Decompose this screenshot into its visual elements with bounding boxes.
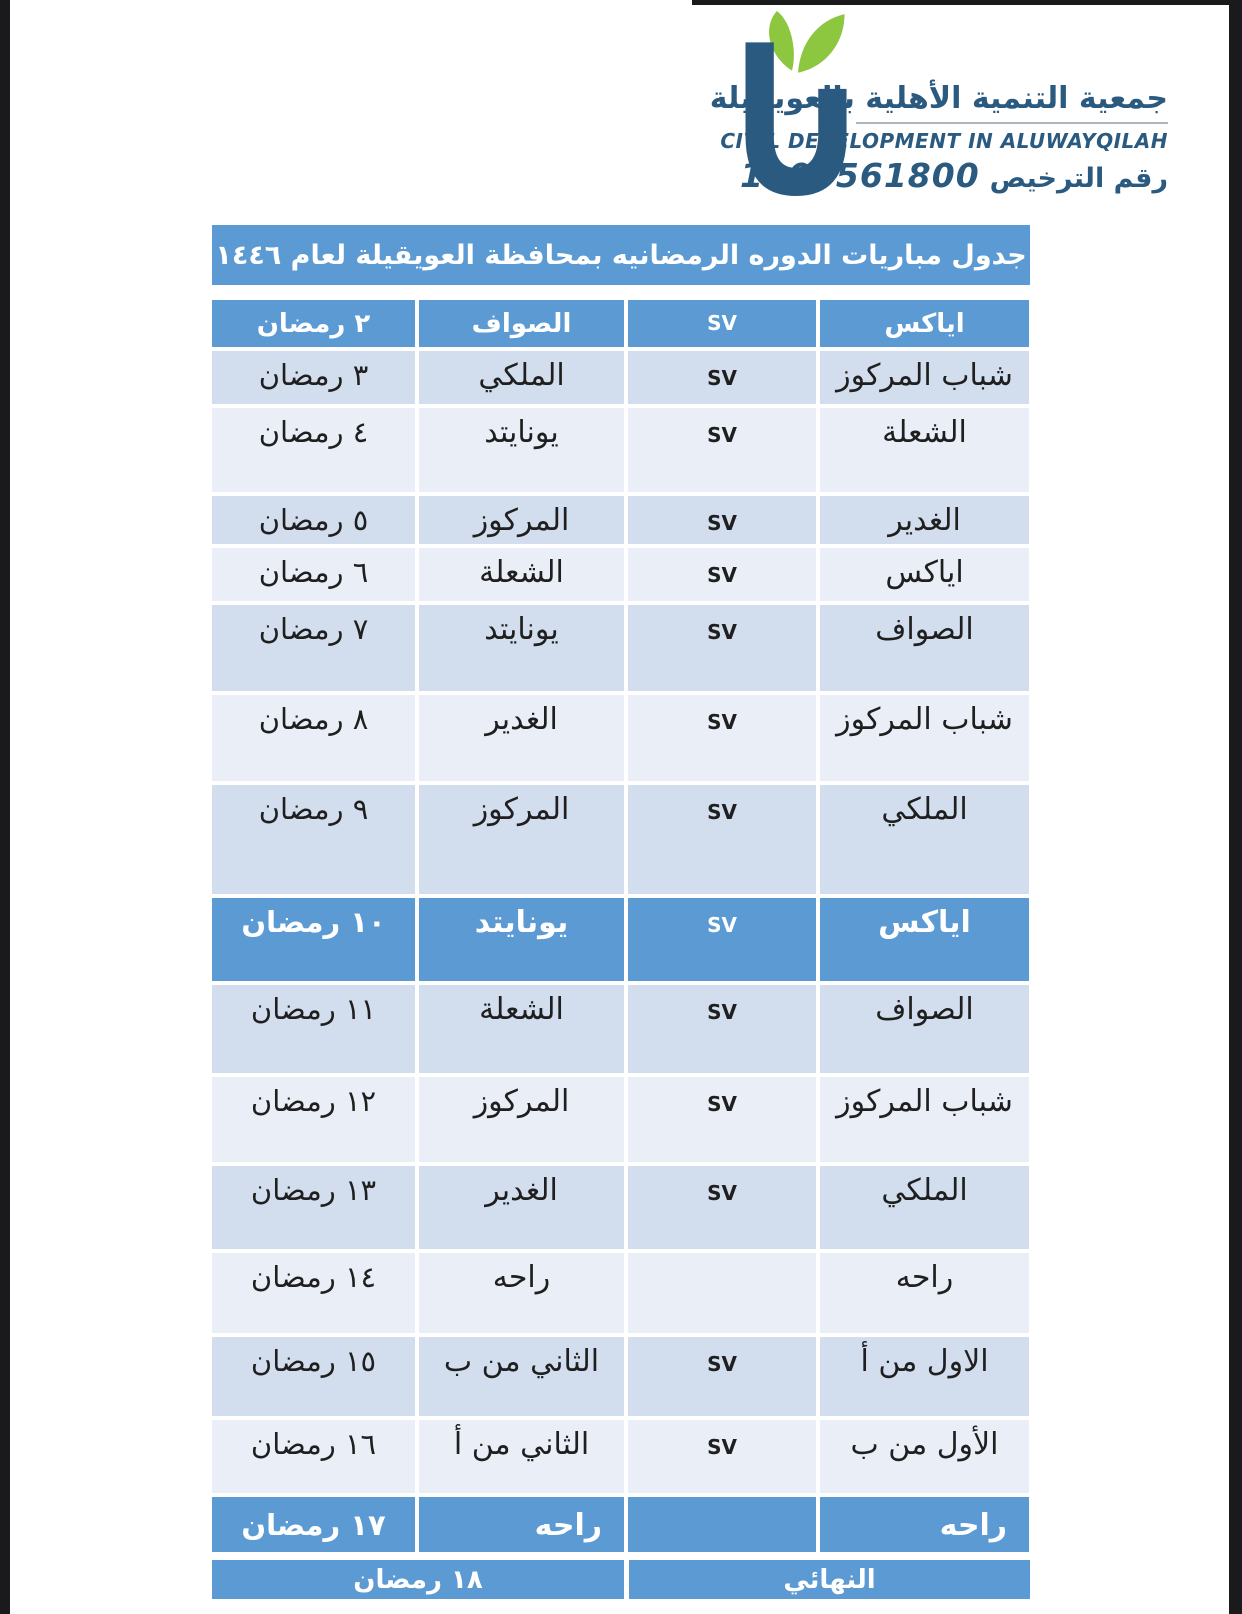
final-row [212, 1560, 1030, 1599]
team-a-cell: الصواف [820, 985, 1029, 1073]
team-a-cell: الملكي [820, 1166, 1029, 1249]
match-date-cell: ١٥ رمضان [212, 1337, 415, 1416]
vs-cell: SV [628, 548, 816, 601]
team-b-cell: الصواف [419, 300, 624, 347]
table-rows [212, 300, 1030, 1552]
match-row [212, 1420, 1030, 1493]
final-date-cell: ١٨ رمضان [212, 1560, 624, 1599]
match-date-cell: ١٧ رمضان [212, 1497, 415, 1552]
match-row [212, 985, 1030, 1073]
schedule-table [212, 225, 1030, 1599]
vs-cell: SV [628, 785, 816, 894]
match-date-cell: ١٣ رمضان [212, 1166, 415, 1249]
match-row [212, 1077, 1030, 1162]
team-a-cell: اياكس [820, 548, 1029, 601]
team-b-cell: الثاني من أ [419, 1420, 624, 1493]
vs-cell: SV [628, 1166, 816, 1249]
match-date-cell: ١٠ رمضان [212, 898, 415, 981]
match-date-cell: ٥ رمضان [212, 496, 415, 544]
match-row [212, 785, 1030, 894]
match-date-cell: ٤ رمضان [212, 408, 415, 492]
match-date-cell: ١٤ رمضان [212, 1253, 415, 1333]
team-a-cell: اياكس [820, 300, 1029, 347]
brand-divider [856, 122, 1168, 124]
vs-cell: SV [628, 985, 816, 1073]
team-a-cell: شباب المركوز [820, 695, 1029, 781]
match-row [212, 1337, 1030, 1416]
match-date-cell: ٢ رمضان [212, 300, 415, 347]
screen-edge-right [1229, 0, 1242, 1614]
team-a-cell: اياكس [820, 898, 1029, 981]
team-a-cell: راحه [820, 1253, 1029, 1333]
team-b-cell: الملكي [419, 351, 624, 404]
team-a-cell: الملكي [820, 785, 1029, 894]
match-date-cell: ١٢ رمضان [212, 1077, 415, 1162]
match-row [212, 300, 1030, 347]
team-b-cell: المركوز [419, 496, 624, 544]
vs-cell: SV [628, 605, 816, 691]
match-row [212, 351, 1030, 404]
match-date-cell: ٨ رمضان [212, 695, 415, 781]
match-date-cell: ٧ رمضان [212, 605, 415, 691]
screen-edge-left [0, 0, 10, 1614]
team-a-cell: الصواف [820, 605, 1029, 691]
team-a-cell: الاول من أ [820, 1337, 1029, 1416]
vs-cell: SV [628, 695, 816, 781]
screen-edge-top [692, 0, 1242, 5]
license-number: 1000561800 [740, 155, 980, 195]
vs-cell: SV [628, 898, 816, 981]
table-title: جدول مباريات الدوره الرمضانيه بمحافظة العويقيلة لعام ١٤٤٦ [212, 225, 1030, 285]
match-date-cell: ٦ رمضان [212, 548, 415, 601]
match-date-cell: ١٦ رمضان [212, 1420, 415, 1493]
vs-cell: SV [628, 1077, 816, 1162]
match-row [212, 408, 1030, 492]
match-date-cell: ١١ رمضان [212, 985, 415, 1073]
team-a-cell: شباب المركوز [820, 1077, 1029, 1162]
vs-cell: SV [628, 1420, 816, 1493]
final-label-cell: النهائي [629, 1560, 1030, 1599]
team-b-cell: الشعلة [419, 548, 624, 601]
team-a-cell: الأول من ب [820, 1420, 1029, 1493]
match-row [212, 898, 1030, 981]
team-b-cell: الغدير [419, 1166, 624, 1249]
team-b-cell: راحه [419, 1497, 624, 1552]
org-name-arabic: جمعية التنمية الأهلية بالعويقيلة [709, 81, 1168, 116]
team-b-cell: يونايتد [419, 408, 624, 492]
match-row [212, 1497, 1030, 1552]
team-b-cell: المركوز [419, 1077, 624, 1162]
team-a-cell: شباب المركوز [820, 351, 1029, 404]
team-b-cell: الغدير [419, 695, 624, 781]
team-a-cell: راحه [820, 1497, 1029, 1552]
match-row [212, 695, 1030, 781]
match-row [212, 1253, 1030, 1333]
brand-text-block [709, 80, 1168, 195]
vs-cell: SV [628, 496, 816, 544]
match-row [212, 605, 1030, 691]
license-line [740, 156, 1168, 195]
vs-cell: SV [628, 351, 816, 404]
vs-cell: SV [628, 1337, 816, 1416]
license-label: رقم الترخيص [989, 162, 1168, 194]
match-date-cell: ٩ رمضان [212, 785, 415, 894]
team-a-cell: الغدير [820, 496, 1029, 544]
vs-cell: SV [628, 408, 816, 492]
match-row [212, 548, 1030, 601]
vs-cell [628, 1497, 816, 1552]
team-b-cell: المركوز [419, 785, 624, 894]
team-a-cell: الشعلة [820, 408, 1029, 492]
team-b-cell: الشعلة [419, 985, 624, 1073]
vs-cell: SV [628, 300, 816, 347]
team-b-cell: يونايتد [419, 898, 624, 981]
match-date-cell: ٣ رمضان [212, 351, 415, 404]
vs-cell [628, 1253, 816, 1333]
team-b-cell: الثاني من ب [419, 1337, 624, 1416]
match-row [212, 496, 1030, 544]
team-b-cell: يونايتد [419, 605, 624, 691]
match-row [212, 1166, 1030, 1249]
org-name-english: CIVIL DEVELOPMENT IN ALUWAYQILAH [720, 128, 1168, 153]
team-b-cell: راحه [419, 1253, 624, 1333]
